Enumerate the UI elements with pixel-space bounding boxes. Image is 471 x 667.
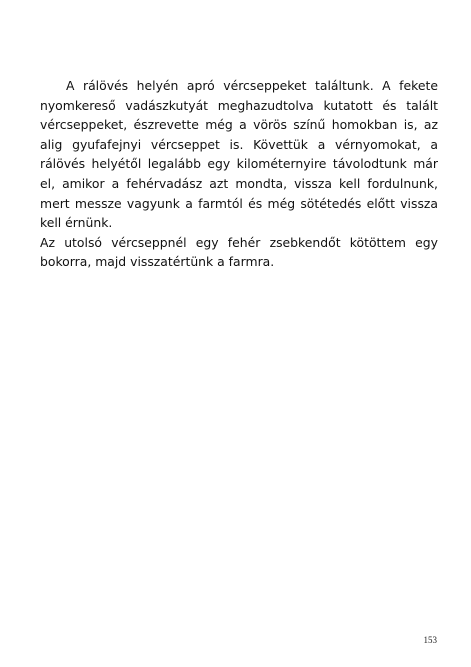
- paragraph: A rálövés helyén apró vércseppeket találtunk. A fekete nyomkereső vadászkutyát meghazudtolva kutatott és talált vércseppeket, észrevette még a vörös színű homokban is, az alig gyufafejnyi vércseppet is. Követtük a vérnyomokat, a rálövés helyétől legalább egy kilométernyire távolodtunk már el, amikor a fehérvadász azt mondta, vissza kell fordulnunk, mert messze vagyunk a farmtól és még sötétedés előtt vissza kell érnünk.: [40, 78, 438, 231]
- body-text: [40, 76, 438, 272]
- paragraph: Az utolsó vércseppnél egy fehér zsebkendőt kötöttem egy bokorra, majd visszatértünk a farmra.: [40, 234, 438, 270]
- page-number: 153: [423, 635, 437, 645]
